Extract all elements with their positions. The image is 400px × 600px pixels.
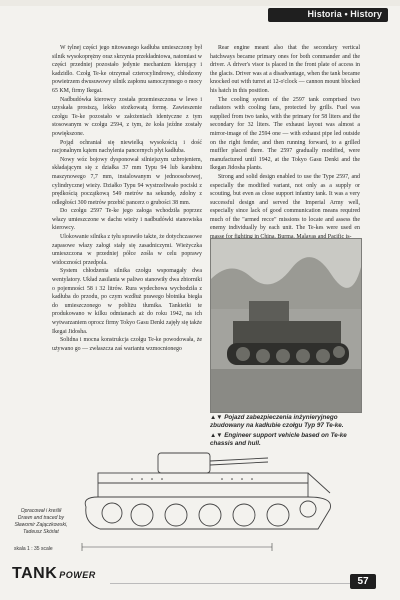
section-header-bar xyxy=(268,8,388,22)
left-paragraph: Nadbudówka kierowcy została przemieszczona w lewo i uzyskała prostszą, lekko stożkowatą formę. Zawieszenie czołgu Te-ke pozostało w założeniach identyczne z tym stosowanym w czołgu 2594, z tym, że koła jeźdne zostały powiększone. xyxy=(52,96,202,137)
right-paragraph: Strong and solid design enabled to use the Type 2597, and especially the modified variant, not only as a supply or scouting, but even as close support infantry tank. It was a very successful design and served the Imperial Army well, especially since lack of good communication means required much of the "armed recce" missions to locate and assess the enemy individually by each unit. The Te-kes were used en xyxy=(210,173,360,232)
page-number: 57 xyxy=(350,574,376,589)
photo-caption-pl: ▲▼ Pojazd zabezpieczenia inżynieryjnego zbudowany na kadłubie czołgu Typ 97 Te-ke. xyxy=(210,414,344,429)
right-text-column xyxy=(210,44,360,242)
drawing-credits xyxy=(12,508,70,536)
credit-line: Tadeusz Skórlat xyxy=(23,529,59,535)
left-paragraph: Ulokowanie silnika z tyłu sprawiło także, że dotychczasowe zapasowe włazy załogi stały się zasadniczymi. Wieżyczka umieszczona w przedniej półce zośła w celu poprawy widoczności przedpola. xyxy=(52,234,202,266)
credit-line: Sławomir Zajączkowski, xyxy=(14,522,68,528)
drawing-scale: skala 1 : 35 scale xyxy=(14,546,53,552)
top-strip xyxy=(0,0,400,6)
tank-line-drawing xyxy=(72,449,342,565)
logo-sub: POWER xyxy=(59,570,96,580)
tank-photo-art xyxy=(211,239,361,412)
credit-line: Drawn and traced by xyxy=(17,515,65,521)
section-header-text: Historia • History xyxy=(307,9,382,19)
left-paragraph: System chłodzenia silnika czołgu wspomagały dwa wentylatory. Układ zasilania w paliwo stanowiły dwa zbiorniki o pojemności 58 i 32 litrów. Rura wydechowa wychodziła z kadłuba do przodu, po czym wzdłuż prawego błotnika biegła do umieszczonego w pobliżu tłumika. Tankietki te produkowano w kilku odmianach aż do roku 1942, na ich wytwarzaniem oprocz firmy Tokyo Gasu Denki zajęły się także Ikegai Jidosha. xyxy=(52,268,202,335)
magazine-logo xyxy=(12,565,96,583)
left-paragraph: Do czołgu 2597 Te-ke jego załoga wchodziła poprzez włazy umieszczone w dachu wieży i nadbudówki stanowiska kierowcy. xyxy=(52,208,202,232)
right-paragraph: The cooling system of the 2597 tank comprised two radiators with cooling fans, protected by grills. Fuel was supplied from two tanks, with the primary for 58 liters and the secondary for 32 liters. The exhaust layout was almost a mirror-image of the 2594 one — with exhaust pipe led outside on the right fender, and then running forward, to a grilled muffler placed there. The 2597 gradually modified, were manufactured until 1942, at the Tokyo Gasu Denki and the Ikegan Jidosha plants. xyxy=(210,96,360,172)
left-paragraph: Pojąd ochraniał się niewielką wysokością i dość racjonalnym kątem nachylenia pancernych płyt kadłuba. xyxy=(52,139,202,155)
credit-line: Opracował i kreślił xyxy=(20,508,62,514)
footer-divider xyxy=(110,583,352,584)
left-paragraph: Nowy wóz bojowy dysponował silniejszym uzbrojeniem, składającym się z działka 37 mm Typu 94 lub karabinu maszynowego 7,7 mm, instalowanym w jednoosobowej, cylindrycznej wieży. Działko Typu 94 wystrzeliwało pociski z prędkością początkową 549 metrów na sekundę, zdolny z odległości 300 metrów przebić pancerz o grubości 38 mm. xyxy=(52,156,202,206)
left-text-column xyxy=(52,44,202,353)
tank-photo xyxy=(210,238,362,413)
logo-main: TANK xyxy=(12,565,58,582)
right-paragraph: Rear engine meant also that the secondary vertical hatchways became primary ones for both commander and the driver. A driver's visor is placed in the front plate of access in the glacis. Driver was at a disadvantage, when the tank became knocked out with turret at 12-o'clock — cannon mount blocked his hatch in this position. xyxy=(210,45,360,94)
photo-caption-en: ▲▼ Engineer support vehicle based on Te-ke chassis and hull. xyxy=(210,432,347,447)
left-paragraph: Solidna i mocna konstrukcja czołgu Te-ke powodowała, że używano go — zwłaszcza zaś wariantu wzmocnionego xyxy=(52,337,202,352)
left-paragraph: W tylnej części jego nitowanego kadłuba umieszczony był silnik wysokoprężny oraz skrzynia przekładniowa, natomiast w części przedniej pozostało jedynie mechanizm kierujący i kadzidlo. Czołg Te-ke otrzymał czterocylindrowy, chłodzony powietrzem dwusuwowy silnik zapłonu samoczynnego o mocy 65 KM, firmy Ikegai. xyxy=(52,45,202,94)
